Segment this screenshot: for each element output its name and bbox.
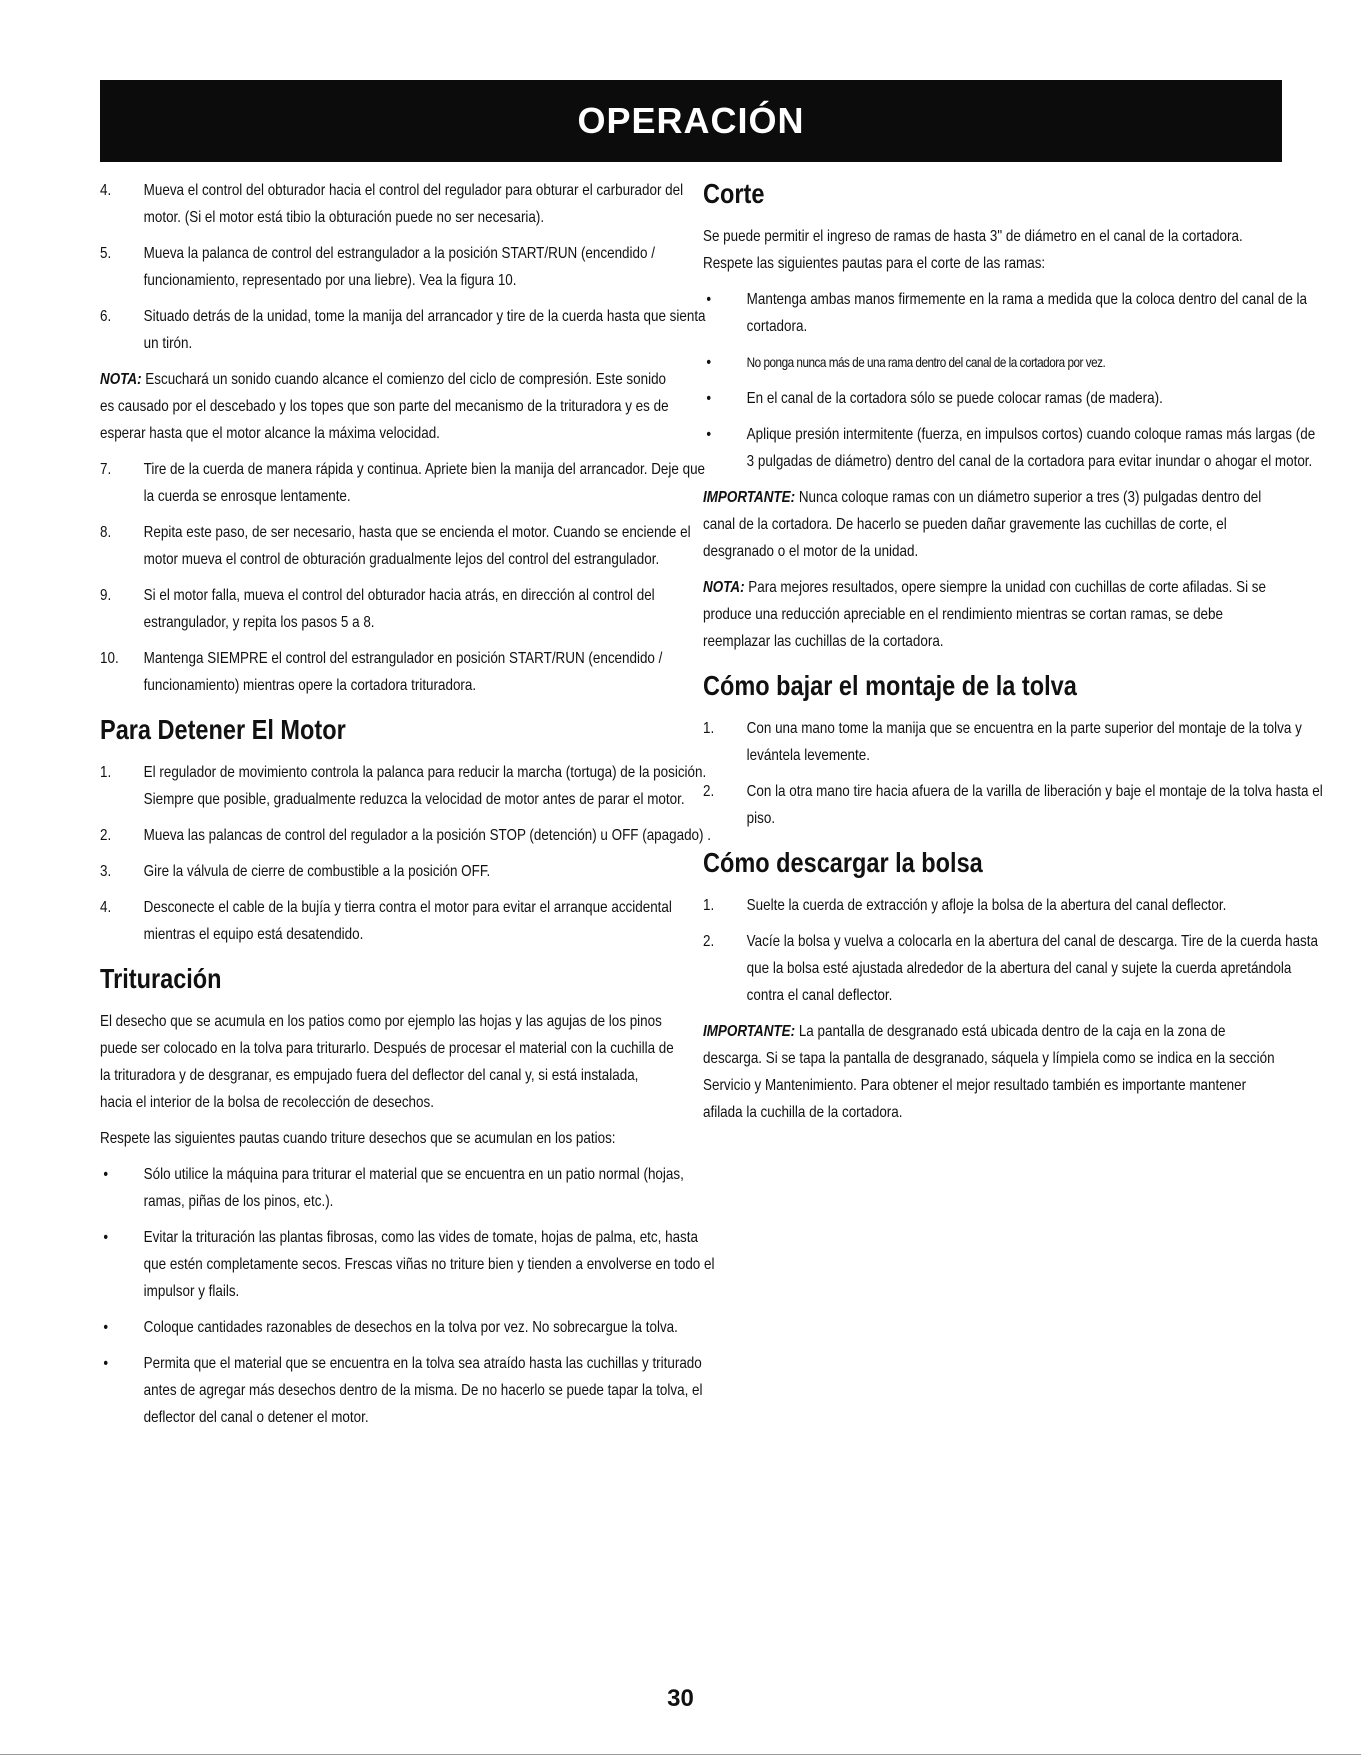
bullet-text: Sólo utilice la máquina para triturar el material que se encuentra en un patio normal (hojas, ramas, piñas de los pinos, etc.).	[143, 1166, 684, 1210]
item-text: Con la otra mano tire hacia afuera de la varilla de liberación y baje el montaje de la tolva hasta el piso.	[746, 783, 1323, 827]
list-item	[100, 582, 717, 636]
list-item	[703, 778, 1324, 832]
item-number: 9.	[100, 587, 112, 604]
bullet-icon: •	[706, 354, 712, 371]
item-number: 6.	[100, 308, 112, 325]
list-item	[100, 303, 717, 357]
item-number: 2.	[703, 783, 715, 800]
list-item	[100, 822, 717, 849]
item-text: Mantenga SIEMPRE el control del estrangulador en posición START/RUN (encendido / funcionamiento) mientras opere la cortadora trituradora.	[143, 650, 663, 694]
bullet-item	[100, 1350, 717, 1431]
item-text: Con una mano tome la manija que se encuentra en la parte superior del montaje de la tolva y levántela levemente.	[746, 720, 1302, 764]
bullet-item	[703, 286, 1324, 340]
bullet-item	[703, 349, 1324, 376]
bottom-divider	[0, 1754, 1361, 1755]
item-number: 7.	[100, 461, 112, 478]
note-text: Para mejores resultados, opere siempre la unidad con cuchillas de corte afiladas. Si se produce una reducción apreciable en el rendimiento mientras se cortan ramas, se debe reemplazar las cuchillas de la cortadora.	[703, 579, 1267, 650]
item-number: 5.	[100, 245, 112, 262]
important-paragraph	[703, 484, 1281, 565]
bullet-text: Evitar la trituración las plantas fibrosas, como las vides de tomate, hojas de palma, etc, hasta que estén completamente secos. Frescas viñas no triture bien y tienden a envolverse en todo el impulsor y flails.	[143, 1229, 715, 1300]
bullet-item	[703, 421, 1324, 475]
note-text: Escuchará un sonido cuando alcance el comienzo del ciclo de compresión. Este sonido es causado por el descebado y los topes que son parte del mecanismo de la trituradora y es de esperar hasta que el motor alcance la máxima velocidad.	[100, 371, 669, 442]
item-text: El regulador de movimiento controla la palanca para reducir la marcha (tortuga) de la posición. Siempre que posible, gradualmente reduzca la velocidad de motor antes de parar el motor.	[143, 764, 707, 808]
bullet-icon: •	[706, 426, 712, 443]
list-item	[100, 177, 717, 231]
important-label: IMPORTANTE:	[703, 489, 796, 506]
list-item	[703, 928, 1324, 1009]
item-number: 1.	[100, 764, 112, 781]
item-text: Vacíe la bolsa y vuelva a colocarla en la abertura del canal de descarga. Tire de la cuerda hasta que la bolsa esté ajustada alrededor de la abertura del canal y sujete la cuerda apretándola contra el canal deflector.	[746, 933, 1318, 1004]
bullet-text: Mantenga ambas manos firmemente en la rama a medida que la coloca dentro del canal de la cortadora.	[746, 291, 1308, 335]
item-number: 2.	[703, 933, 715, 950]
list-item	[100, 645, 717, 699]
section-heading-shredding: Trituración	[100, 963, 222, 994]
bullet-icon: •	[706, 291, 712, 308]
bullet-text: Permita que el material que se encuentra en la tolva sea atraído hasta las cuchillas y triturado antes de agregar más desechos dentro de la misma. De no hacerlo se puede tapar la tolva, el deflector del canal o detener el motor.	[143, 1355, 703, 1426]
body-paragraph: Se puede permitir el ingreso de ramas de hasta 3" de diámetro en el canal de la cortadora. Respete las siguientes pautas para el corte de las ramas:	[703, 228, 1243, 272]
item-text: Repita este paso, de ser necesario, hasta que se encienda el motor. Cuando se enciende el motor mueva el control de obturación gradualmente lejos del control del estrangulador.	[143, 524, 691, 568]
bullet-text: No ponga nunca más de una rama dentro del canal de la cortadora por vez.	[746, 354, 1106, 370]
section-heading-empty-bag: Cómo descargar la bolsa	[703, 847, 983, 878]
list-item	[100, 858, 717, 885]
item-text: Tire de la cuerda de manera rápida y continua. Apriete bien la manija del arrancador. Deje que la cuerda se enrosque lentamente.	[143, 461, 706, 505]
item-number: 4.	[100, 182, 112, 199]
section-heading-lower-hopper: Cómo bajar el montaje de la tolva	[703, 670, 1077, 701]
list-item	[100, 759, 717, 813]
note-paragraph	[703, 574, 1281, 655]
list-item	[100, 456, 717, 510]
important-text: La pantalla de desgranado está ubicada dentro de la caja en la zona de descarga. Si se tapa la pantalla de desgranado, sáquela y límpiela como se indica en la sección Servicio y Mantenimiento. Para obtener el mejor resultado también es importante mantener afilada la cuchilla de la cortadora.	[703, 1023, 1275, 1121]
item-text: Situado detrás de la unidad, tome la manija del arrancador y tire de la cuerda hasta que sienta un tirón.	[143, 308, 706, 352]
bullet-item	[100, 1161, 717, 1215]
note-paragraph	[100, 366, 674, 447]
item-number: 1.	[703, 897, 715, 914]
section-header-banner	[100, 80, 1282, 162]
bullet-text: Aplique presión intermitente (fuerza, en impulsos cortos) cuando coloque ramas más largas (de 3 pulgadas de diámetro) dentro del canal de la cortadora para evitar inundar o ahogar el motor.	[746, 426, 1316, 470]
bullet-icon: •	[103, 1355, 109, 1372]
list-item	[703, 715, 1324, 769]
bullet-icon: •	[103, 1319, 109, 1336]
important-text: Nunca coloque ramas con un diámetro superior a tres (3) pulgadas dentro del canal de la cortadora. De hacerlo se pueden dañar gravemente las cuchillas de corte, el desgranado o el motor de la unidad.	[703, 489, 1262, 560]
item-text: Mueva el control del obturador hacia el control del regulador para obturar el carburador del motor. (Si el motor está tibio la obturación puede no ser necesaria).	[143, 182, 684, 226]
body-paragraph: El desecho que se acumula en los patios como por ejemplo las hojas y las agujas de los pinos puede ser colocado en la tolva para triturarlo. Después de procesar el material con la cuchilla de la trituradora y de desgranar, es empujado fuera del deflector del canal y, si está instalada, hacia el interior de la bolsa de recolección de desechos.	[100, 1013, 674, 1111]
item-text: Mueva la palanca de control del estrangulador a la posición START/RUN (encendido / funcionamiento, representado por una liebre). Vea la figura 10.	[143, 245, 655, 289]
item-text: Mueva las palancas de control del regulador a la posición STOP (detención) u OFF (apagado) .	[143, 827, 711, 844]
item-number: 8.	[100, 524, 112, 541]
item-text: Suelte la cuerda de extracción y afloje la bolsa de la abertura del canal deflector.	[746, 897, 1227, 914]
item-text: Desconecte el cable de la bujía y tierra contra el motor para evitar el arranque accidental mientras el equipo está desatendido.	[143, 899, 672, 943]
item-number: 1.	[703, 720, 715, 737]
list-item	[703, 892, 1324, 919]
item-number: 10.	[100, 650, 119, 667]
list-item	[100, 240, 717, 294]
right-column	[703, 177, 1323, 1135]
bullet-text: En el canal de la cortadora sólo se puede colocar ramas (de madera).	[746, 390, 1163, 407]
bullet-text: Coloque cantidades razonables de desechos en la tolva por vez. No sobrecargue la tolva.	[143, 1319, 678, 1336]
note-label: NOTA:	[100, 371, 142, 388]
item-text: Si el motor falla, mueva el control del obturador hacia atrás, en dirección al control del estrangulador, y repita los pasos 5 a 8.	[143, 587, 655, 631]
bullet-icon: •	[103, 1229, 109, 1246]
important-label: IMPORTANTE:	[703, 1023, 796, 1040]
section-heading-cutting: Corte	[703, 178, 765, 209]
important-paragraph	[703, 1018, 1281, 1126]
bullet-item	[703, 385, 1324, 412]
list-item	[100, 519, 717, 573]
item-number: 2.	[100, 827, 112, 844]
list-item	[100, 894, 717, 948]
bullet-icon: •	[103, 1166, 109, 1183]
bullet-item	[100, 1224, 717, 1305]
body-paragraph: Respete las siguientes pautas cuando triture desechos que se acumulan en los patios:	[100, 1130, 616, 1147]
item-number: 3.	[100, 863, 112, 880]
section-heading-stop-engine: Para Detener El Motor	[100, 714, 346, 745]
item-text: Gire la válvula de cierre de combustible a la posición OFF.	[143, 863, 491, 880]
bullet-icon: •	[706, 390, 712, 407]
note-label: NOTA:	[703, 579, 745, 596]
page-number: 30	[667, 1685, 694, 1712]
left-column	[100, 177, 715, 1440]
item-number: 4.	[100, 899, 112, 916]
section-title: OPERACIÓN	[577, 100, 805, 141]
bullet-item	[100, 1314, 717, 1341]
